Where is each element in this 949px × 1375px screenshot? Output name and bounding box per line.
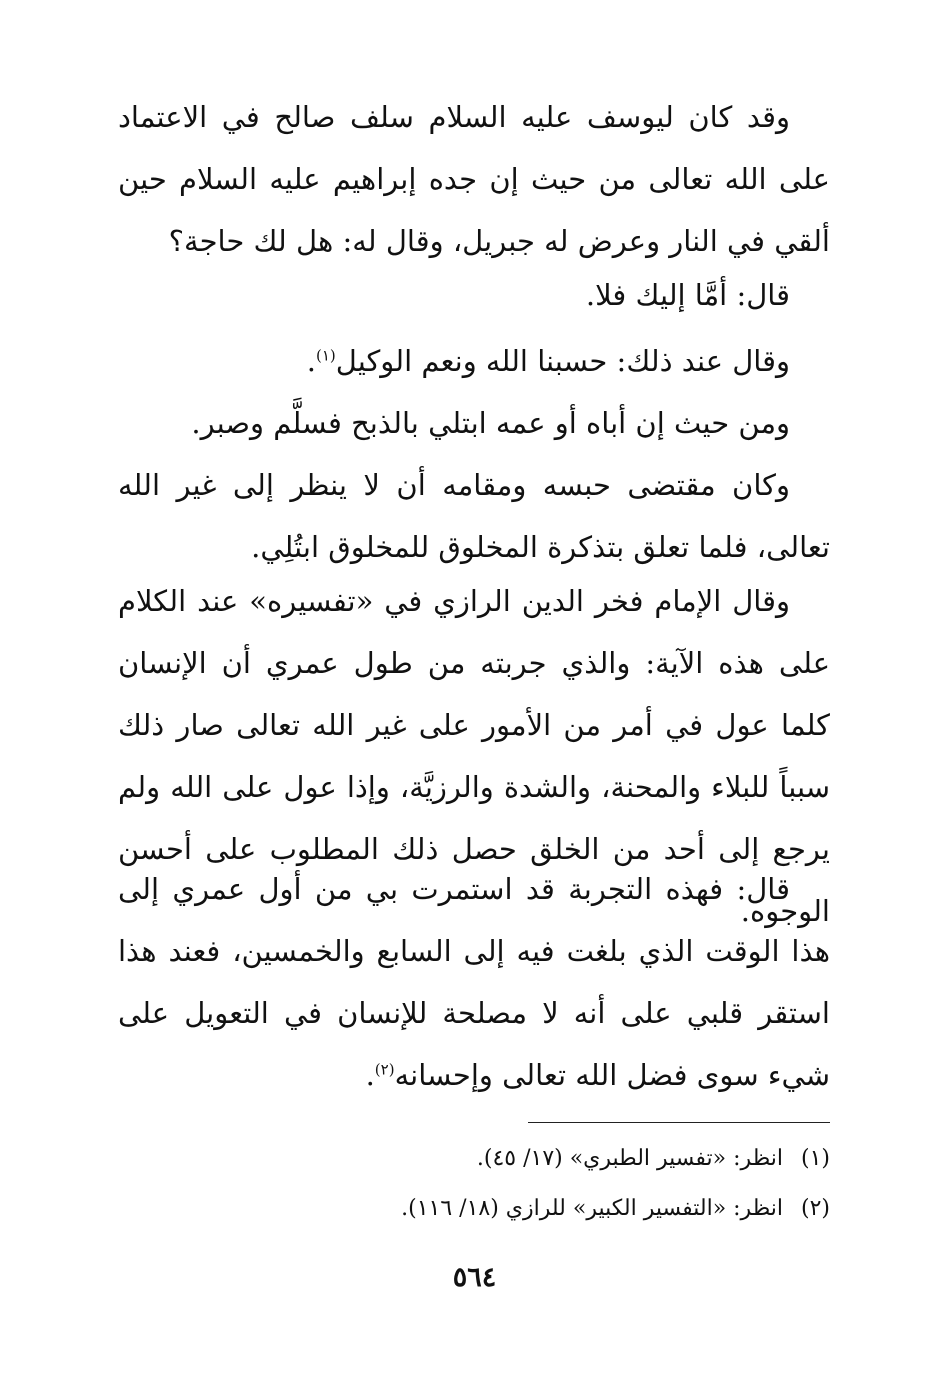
paragraph-3-line [118, 330, 830, 392]
paragraph-7-end: . [365, 1058, 375, 1092]
paragraph-1 [118, 86, 830, 272]
paragraph-2 [118, 264, 830, 326]
footnote-1-text: انظر: «تفسير الطبري» (١٧/ ٤٥). [476, 1146, 783, 1171]
footnote-ref-2: (٢) [374, 1060, 395, 1079]
paragraph-4-text: ومن حيث إن أباه أو عمه ابتلي بالذبح فسلَّم وصبر. [191, 406, 790, 440]
paragraph-7 [118, 858, 830, 1106]
paragraph-6-text: وقال الإمام فخر الدين الرازي في «تفسيره» عند الكلام على هذه الآية: والذي جربته من طول عمري أن الإنسان كلما عول في أمر من الأمور على غير الله تعالى صار ذلك سبباً للبلاء والمحنة، والشدة والرزيَّة، وإذا عول على الله ولم يرجع إلى أحد من الخلق حصل ذلك المطلوب على أحسن الوجوه. [118, 584, 830, 928]
paragraph-7-line [118, 858, 830, 1106]
footnote-2-text: انظر: «التفسير الكبير» للرازي (١٨/ ١١٦). [401, 1196, 783, 1221]
page-number: ٥٦٤ [452, 1262, 497, 1293]
paragraph-3-text: وقال عند ذلك: حسبنا الله ونعم الوكيل [335, 344, 790, 378]
paragraph-2-text: قال: أمَّا إليك فلا. [585, 278, 790, 312]
paragraph-5-text: وكان مقتضى حبسه ومقامه أن لا ينظر إلى غير الله تعالى، فلما تعلق بتذكرة المخلوق للمخلوق ابتُلِي. [118, 468, 830, 564]
paragraph-7-text: قال: فهذه التجربة قد استمرت بي من أول عمري إلى هذا الوقت الذي بلغت فيه إلى السابع والخمسين، فعند هذا استقر قلبي على أنه لا مصلحة للإنسان في التعويل على شيء سوى فضل الله تعالى وإحسانه [118, 872, 830, 1092]
footnote-2 [118, 1192, 830, 1226]
footnote-ref-1: (١) [315, 346, 336, 365]
paragraph-3 [118, 330, 830, 392]
paragraph-4 [118, 392, 830, 454]
paragraph-1-text: وقد كان ليوسف عليه السلام سلف صالح في الاعتماد على الله تعالى من حيث إن جده إبراهيم عليه السلام حين ألقي في النار وعرض له جبريل، وقال له: هل لك حاجة؟ [118, 100, 830, 258]
paragraph-5 [118, 454, 830, 578]
footnote-2-number: (٢) [800, 1196, 830, 1221]
footnote-divider [528, 1122, 830, 1123]
footnote-1-number: (١) [800, 1146, 830, 1171]
footnote-1 [118, 1142, 830, 1176]
paragraph-3-end: . [306, 344, 316, 378]
